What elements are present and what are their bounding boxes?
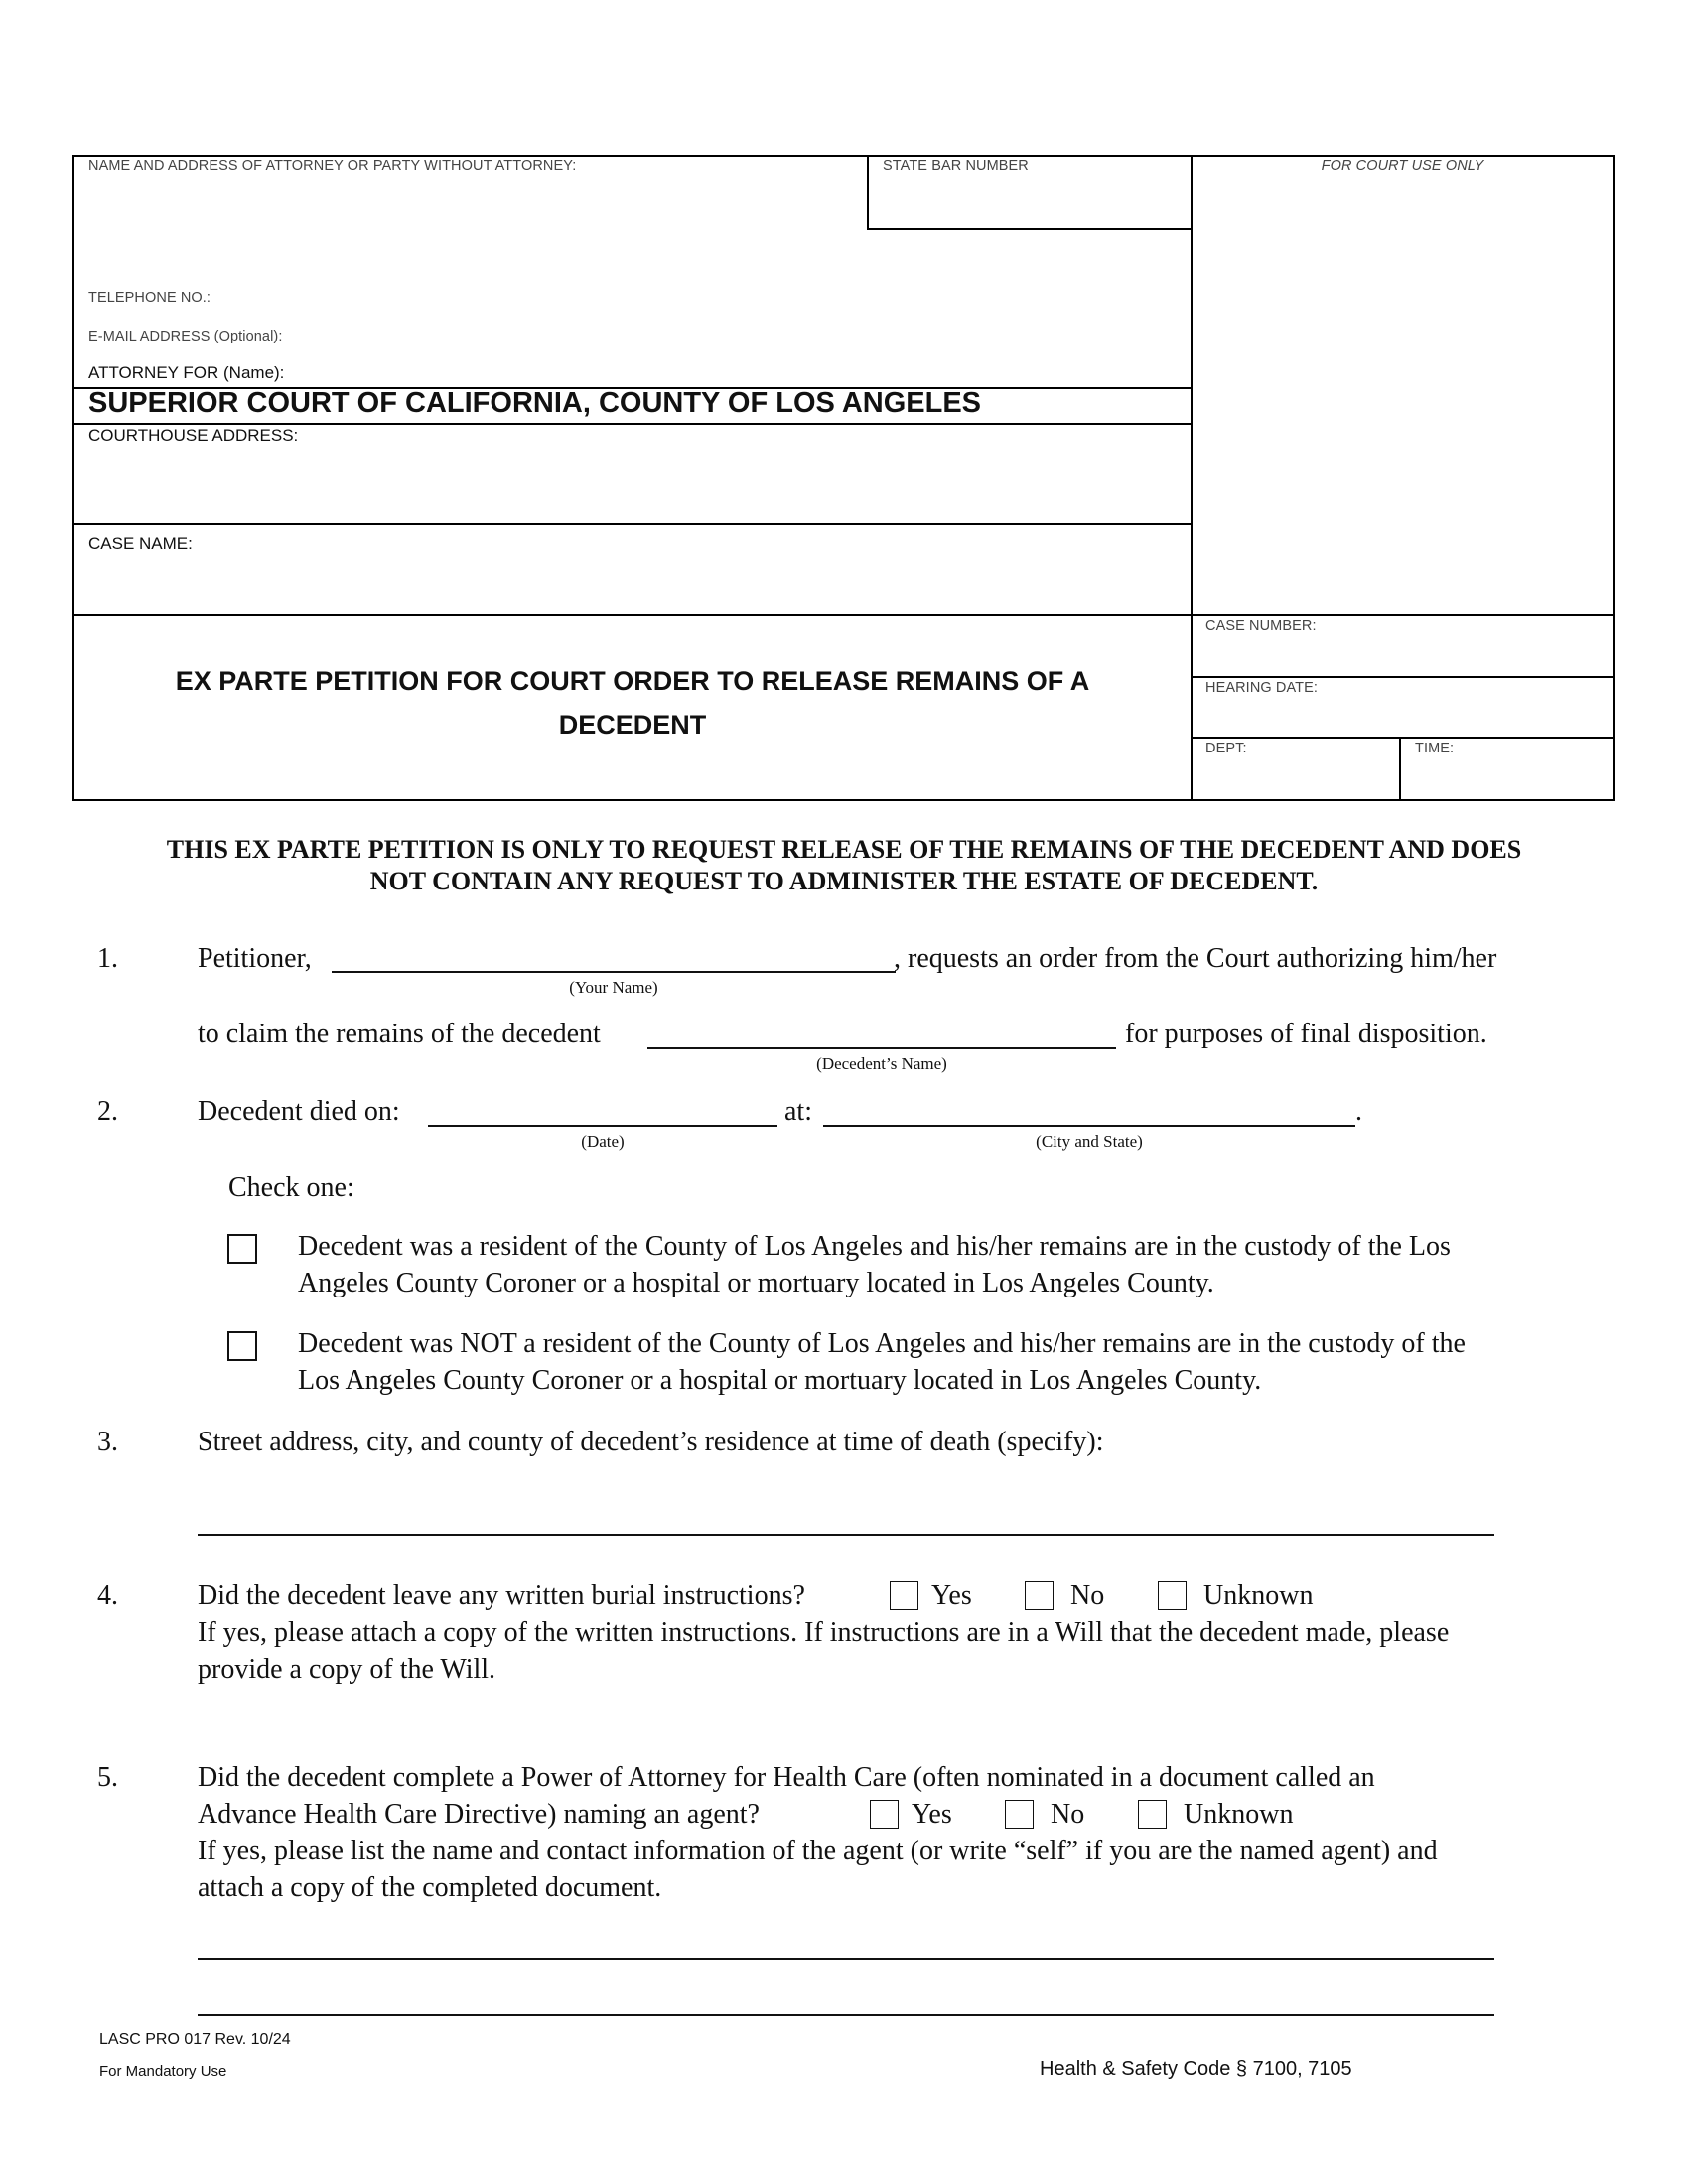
non-resident-checkbox[interactable] <box>227 1331 257 1361</box>
burial-no-label: No <box>1070 1580 1105 1611</box>
check-one-label: Check one: <box>228 1172 354 1203</box>
requests-text: , requests an order from the Court authorizing him/her <box>894 943 1497 974</box>
court-name: SUPERIOR COURT OF CALIFORNIA, COUNTY OF LOS ANGELES <box>88 387 982 419</box>
item-number: 5. <box>97 1762 118 1793</box>
your-name-caption: (Your Name) <box>569 978 658 997</box>
resident-checkbox[interactable] <box>227 1234 257 1264</box>
attorney-label: NAME AND ADDRESS OF ATTORNEY OR PARTY WITHOUT ATTORNEY: <box>88 158 577 174</box>
form-number: LASC PRO 017 Rev. 10/24 <box>99 2031 291 2048</box>
case-name-label: CASE NAME: <box>88 534 193 553</box>
resident-option-text <box>298 1228 1451 1301</box>
notice-line2: NOT CONTAIN ANY REQUEST TO ADMINISTER THE ESTATE OF DECEDENT. <box>369 867 1319 895</box>
burial-no-checkbox[interactable] <box>1025 1581 1054 1610</box>
form-title-line1: EX PARTE PETITION FOR COURT ORDER TO RELEASE REMAINS OF A <box>175 666 1090 696</box>
notice-line1: THIS EX PARTE PETITION IS ONLY TO REQUEST RELEASE OF THE REMAINS OF THE DECEDENT AND DOES <box>166 835 1522 864</box>
purpose-text: for purposes of final disposition. <box>1125 1019 1487 1049</box>
item4-line2: If yes, please attach a copy of the written instructions. If instructions are in a Will that the decedent made, please <box>198 1617 1450 1648</box>
burial-unknown-label: Unknown <box>1203 1580 1314 1611</box>
option1-line1: Decedent was a resident of the County of Los Angeles and his/her remains are in the custody of the Los <box>298 1231 1451 1262</box>
burial-instructions-note <box>198 1614 1449 1688</box>
died-on-label: Decedent died on: <box>198 1096 400 1127</box>
poa-no-checkbox[interactable] <box>1005 1800 1034 1829</box>
notice <box>99 834 1589 897</box>
burial-yes-label: Yes <box>931 1580 972 1611</box>
form-title <box>74 659 1191 747</box>
period: . <box>1355 1096 1362 1127</box>
burial-yes-checkbox[interactable] <box>890 1581 918 1610</box>
form-title-line2: DECEDENT <box>558 710 707 740</box>
item-number: 2. <box>97 1096 118 1127</box>
telephone-label: TELEPHONE NO.: <box>88 290 211 306</box>
agent-info-field-1[interactable] <box>198 1958 1494 1960</box>
option1-line2: Angeles County Coroner or a hospital or mortuary located in Los Angeles County. <box>298 1268 1214 1298</box>
at-label: at: <box>784 1096 812 1127</box>
poa-yes-checkbox[interactable] <box>870 1800 899 1829</box>
item-number: 4. <box>97 1580 118 1611</box>
hearing-date-label: HEARING DATE: <box>1205 680 1319 696</box>
burial-unknown-checkbox[interactable] <box>1158 1581 1187 1610</box>
decedent-name-field[interactable] <box>647 1047 1116 1049</box>
item-number: 3. <box>97 1427 118 1457</box>
poa-unknown-label: Unknown <box>1184 1799 1294 1830</box>
poa-question-line1: Did the decedent complete a Power of Attorney for Health Care (often nominated in a document called an <box>198 1762 1375 1793</box>
email-label: E-MAIL ADDRESS (Optional): <box>88 329 283 344</box>
mandatory-use-label: For Mandatory Use <box>99 2063 227 2080</box>
item5-line3: If yes, please list the name and contact information of the agent (or write “self” if you are the named agent) and <box>198 1836 1438 1866</box>
state-bar-label: STATE BAR NUMBER <box>883 158 1029 174</box>
time-label: TIME: <box>1415 741 1455 756</box>
poa-no-label: No <box>1051 1799 1085 1830</box>
item-number: 1. <box>97 943 118 974</box>
court-use-label: FOR COURT USE ONLY <box>1321 158 1484 174</box>
petitioner-name-field[interactable] <box>332 971 896 973</box>
city-state-caption: (City and State) <box>1036 1132 1143 1151</box>
dept-label: DEPT: <box>1205 741 1247 756</box>
residence-address-field[interactable] <box>198 1534 1494 1536</box>
poa-unknown-checkbox[interactable] <box>1138 1800 1167 1829</box>
poa-yes-label: Yes <box>912 1799 952 1830</box>
courthouse-address-label: COURTHOUSE ADDRESS: <box>88 426 299 445</box>
date-of-death-field[interactable] <box>428 1125 777 1127</box>
claim-text: to claim the remains of the decedent <box>198 1019 601 1049</box>
non-resident-option-text <box>298 1325 1466 1399</box>
date-caption: (Date) <box>581 1132 625 1151</box>
option2-line2: Los Angeles County Coroner or a hospital or mortuary located in Los Angeles County. <box>298 1365 1262 1396</box>
city-state-field[interactable] <box>823 1125 1355 1127</box>
petitioner-label: Petitioner, <box>198 943 312 974</box>
agent-info-field-2[interactable] <box>198 2014 1494 2016</box>
poa-question-line2: Advance Health Care Directive) naming an agent? <box>198 1799 760 1830</box>
attorney-for-label: ATTORNEY FOR (Name): <box>88 363 285 382</box>
code-citation: Health & Safety Code § 7100, 7105 <box>1040 2058 1352 2080</box>
residence-question: Street address, city, and county of decedent’s residence at time of death (specify): <box>198 1427 1104 1457</box>
item4-line3: provide a copy of the Will. <box>198 1654 496 1685</box>
decedent-name-caption: (Decedent’s Name) <box>816 1054 947 1073</box>
item5-line4: attach a copy of the completed document. <box>198 1872 662 1903</box>
burial-instructions-question: Did the decedent leave any written burial instructions? <box>198 1580 805 1611</box>
option2-line1: Decedent was NOT a resident of the County of Los Angeles and his/her remains are in the custody of the <box>298 1328 1466 1359</box>
case-number-label: CASE NUMBER: <box>1205 618 1317 634</box>
poa-note <box>198 1833 1438 1906</box>
